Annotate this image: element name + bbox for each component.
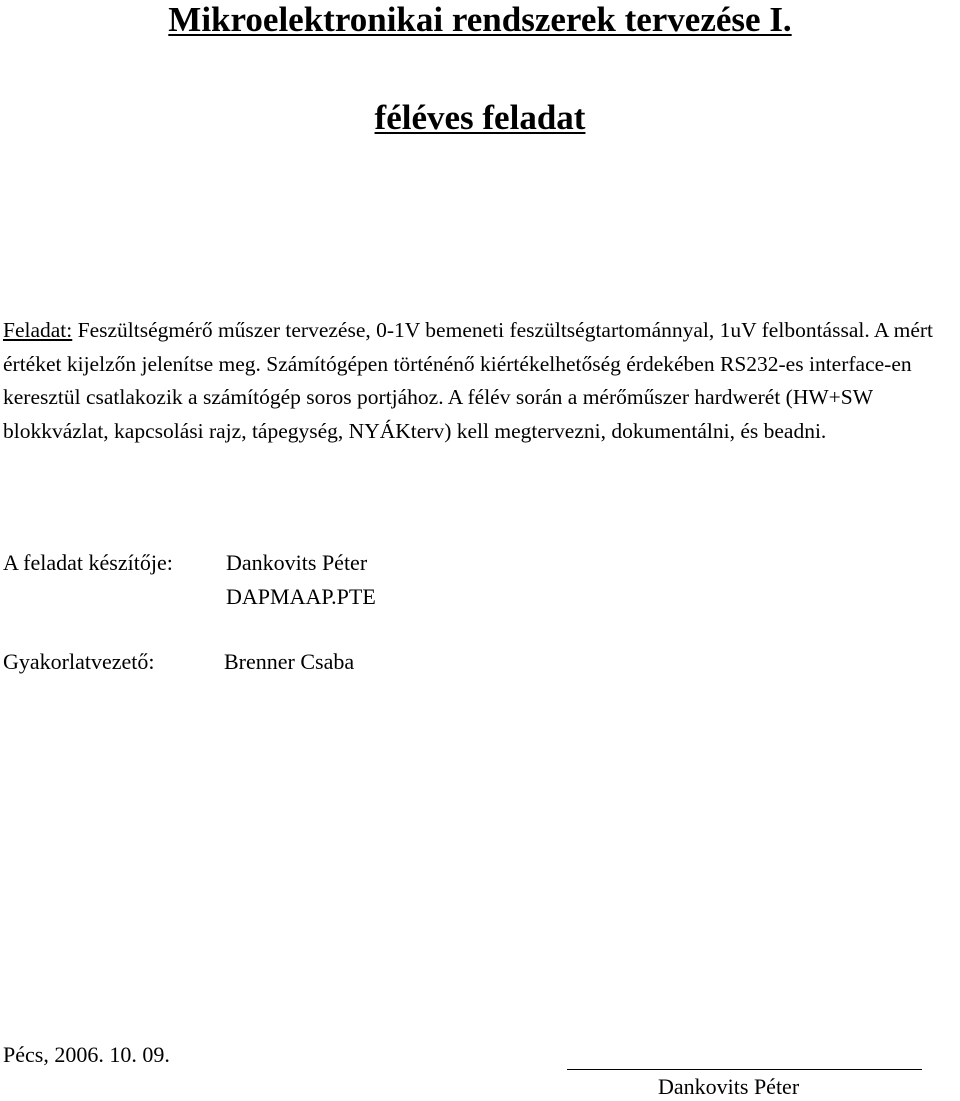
document-subtitle: féléves feladat	[374, 98, 586, 137]
author-name: Dankovits Péter	[226, 550, 368, 575]
author-label: A feladat készítője:	[3, 550, 173, 575]
task-text: Feszültségmérő műszer tervezése, 0-1V bemeneti feszültségtartománnyal, 1uV felbontással. A mért értéket kijelzőn jelenítse meg. Számítógépen történénő kiértékelhetőség érdekében RS232-es interface-en keresztül csatlakozik a számítógép soros portjához. A félév során a mérőműszer hardwerét (HW+SW blokkvázlat, kapcsolási rajz, tápegység, NYÁKterv) kell megtervezni, dokumentálni, és beadni.	[3, 318, 934, 443]
place-date: Pécs, 2006. 10. 09.	[3, 1042, 170, 1067]
signature-line	[567, 1069, 922, 1070]
document-title: Mikroelektronikai rendszerek tervezése I.	[168, 0, 792, 39]
task-paragraph	[3, 314, 959, 448]
task-label: Feladat:	[3, 318, 73, 342]
instructor-label: Gyakorlatvezető:	[3, 649, 155, 674]
instructor-name: Brenner Csaba	[224, 649, 355, 674]
signature-name: Dankovits Péter	[658, 1074, 800, 1099]
author-code: DAPMAAP.PTE	[226, 584, 376, 609]
